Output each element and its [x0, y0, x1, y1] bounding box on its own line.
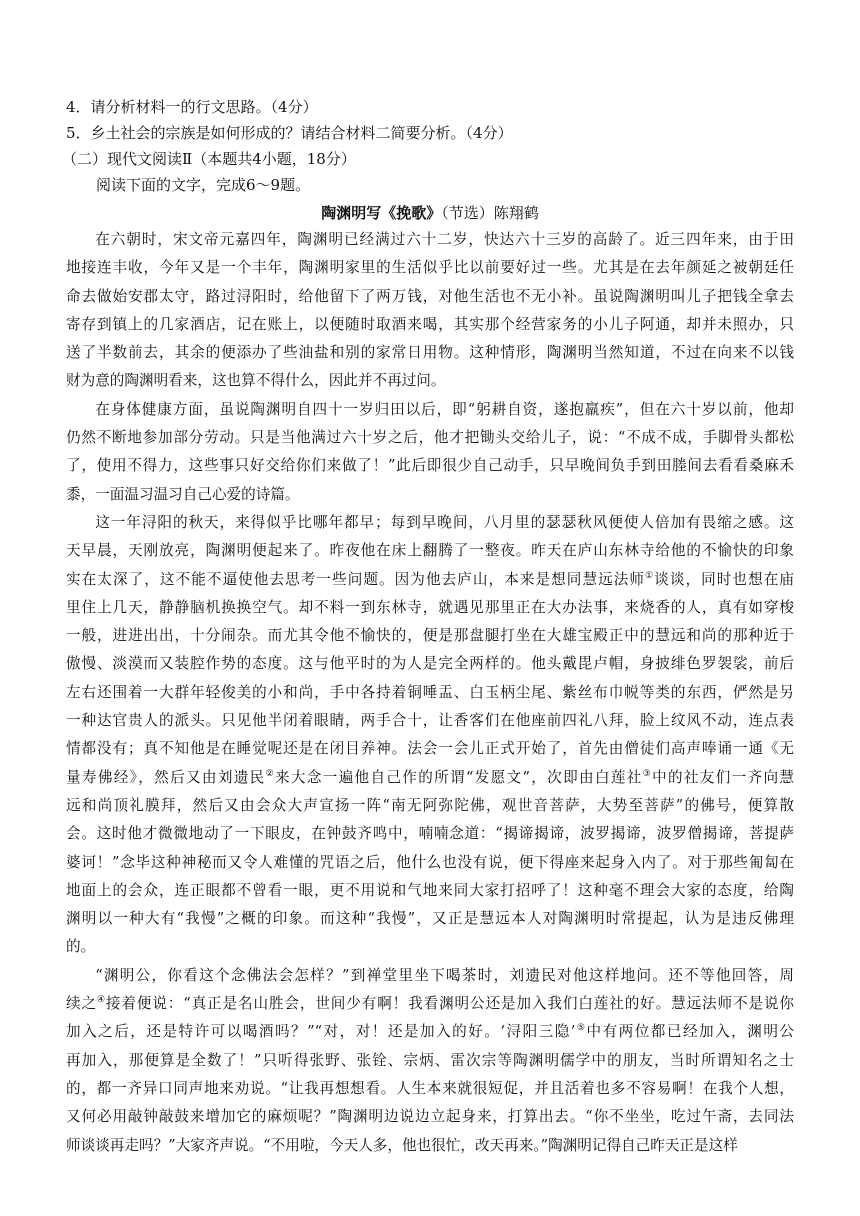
reading-instruction: 阅读下面的文字，完成6～9题。: [96, 176, 311, 194]
paragraph-line: 傲慢、淡漠而又装腔作势的态度。这与他平时的为人是完全两样的。他头戴毘卢帽，身披绯色罗袈裟，前后: [66, 655, 794, 673]
article-body: [66, 226, 794, 1160]
paragraph-line: 渊明以一种大有“我慢”之概的印象。而这种“我慢”，又正是慧远本人对陶渊明时常提起，认为是违反佛理: [66, 910, 794, 928]
question-5: 5．乡土社会的宗族是如何形成的？请结合材料二简要分析。（4分）: [66, 124, 513, 142]
footnote-mark: ④: [96, 995, 106, 1006]
footnote-mark: ①: [645, 570, 655, 581]
paragraph: [66, 226, 794, 396]
paragraph-line: 左右还围着一大群年轻俊美的小和尚，手中各持着铜唾盂、白玉柄尘尾、紫丝布巾帨等类的东西，俨然是另: [66, 683, 794, 701]
article-title: [66, 200, 794, 226]
document-page: [62, 94, 795, 1160]
paragraph-line: 在六朝时，宋文帝元嘉四年，陶渊明已经满过六十二岁，快达六十三岁的高龄了。近三四年来，由于田: [95, 231, 794, 248]
paragraph-line: 师谈谈再走吗？”大家齐声说。“不用啦，今天人多，他也很忙，改天再来。”陶渊明记得自己昨天正是这样: [66, 1136, 738, 1154]
question-4: 4．请分析材料一的行文思路。（4分）: [66, 98, 318, 116]
paragraph-line: 地面上的会众，连正眼都不曾看一眼，更不用说和气地来同大家打招呼了！这种毫不理会大家的态度，给陶: [66, 881, 794, 899]
paragraph-line: 加入之后，还是特许可以喝酒吗？”“对，对！还是加入的好。‘浔阳三隐’⑤中有两位都已经加入，渊明公: [66, 1023, 795, 1041]
footnote-mark: ⑤: [575, 1023, 587, 1034]
paragraph-line: 里住上几天，静静脑机换换空气。却不料一到东林寺，就遇见那里正在大办法事，来烧香的人，真有如穿梭: [66, 598, 794, 616]
paragraph-line: 的。: [66, 938, 96, 956]
paragraph-line: 在身体健康方面，虽说陶渊明自四十一岁归田以后，即“躬耕自资，遂抱羸疾”，但在六十岁以前，他却: [95, 400, 794, 418]
paragraph-line: 命去做始安郡太守，路过浔阳时，给他留下了两万钱，对他生活也不无小补。虽说陶渊明叫儿子把钱全拿去: [66, 287, 794, 305]
paragraph-line: 量寿佛经》，然后又由刘遗民②来大念一遍他自己作的所谓“发愿文”，次即由白莲社③中的社友们一齐向慧: [66, 768, 794, 786]
paragraph-line: 这一年浔阳的秋天，来得似乎比哪年都早；每到早晚间，八月里的瑟瑟秋风便使人倍加有畏缩之感。这: [95, 513, 794, 531]
paragraph-line: 一般，进进出出，十分闹杂。而尤其令他不愉快的，便是那盘腿打坐在大雄宝殿正中的慧远和尚的那种近于: [66, 627, 794, 645]
paragraph-line: 了，使用不得力，这些事只好交给你们来做了！”此后即很少自己动手，只早晚间负手到田塍间去看看桑麻禾: [66, 457, 794, 475]
paragraph-line: “渊明公，你看这个念佛法会怎样？”到禅堂里坐下喝茶时，刘遗民对他这样地问。还不等他回答，周: [95, 966, 794, 984]
paragraph-line: 寄存到镇上的几家酒店，记在账上，以便随时取酒来喝，其实那个经营家务的小儿子阿通，却并未照办，只: [66, 315, 794, 333]
paragraph-line: 又何必用敲钟敲鼓来增加它的麻烦呢？”陶渊明边说边立起身来，打算出去。“你不坐坐，吃过午斋，去同法: [66, 1108, 794, 1126]
paragraph-line: 一种达官贵人的派头。只见他半闭着眼睛，两手合十，让香客们在他座前四礼八拜，脸上纹风不动，连点表: [66, 712, 794, 730]
paragraph-line: 的，都一齐异口同声地来劝说。“让我再想想看。人生本来就很短促，并且活着也多不容易啊！在我个人想，: [66, 1079, 794, 1097]
title-work: 《挽歌》: [381, 204, 442, 222]
paragraph-line: 仍然不断地参加部分劳动。只是当他满过六十岁之后，他才把锄头交给儿子，说：“不成不成，手脚骨头都松: [66, 429, 794, 447]
paragraph-line: 实在太深了，这不能不逼使他去思考一些问题。因为他去庐山，本来是想同慧远法师①谈谈，同时也想在庙: [66, 570, 794, 588]
paragraph-line: 续之④接着便说：“真正是名山胜会，世间少有啊！我看渊明公还是加入我们白莲社的好。慧远法师不是说你: [66, 995, 794, 1013]
title-prefix: 陶渊明写: [321, 204, 382, 222]
paragraph-line: 送了半数前去，其余的便添办了些油盐和别的家常日用物。这种情形，陶渊明当然知道，不过在向来不以钱: [66, 344, 794, 362]
paragraph: [66, 962, 794, 1160]
paragraph-line: 远和尚顶礼膜拜，然后又由会众大声宣扬一阵“南无阿弥陀佛，观世音菩萨，大势至菩萨”的佛号，便算散: [66, 796, 794, 814]
paragraph-line: 黍，一面温习温习自己心爱的诗篇。: [66, 485, 300, 503]
title-author: 陈翔鹤: [493, 204, 539, 222]
title-note: （节选）: [441, 204, 494, 222]
paragraph: [66, 509, 794, 962]
paragraph-line: 天早晨，天刚放亮，陶渊明便起来了。昨夜他在床上翻腾了一整夜。昨天在庐山东林寺给他的不愉快的印象: [66, 542, 794, 560]
paragraph-line: 财为意的陶渊明看来，这也算不得什么，因此并不再过问。: [66, 372, 446, 390]
paragraph-line: 再加入，那便算是全数了！”只听得张野、张铨、宗炳、雷次宗等陶渊明儒学中的朋友，当时所谓知名之士: [66, 1051, 794, 1069]
paragraph-line: 会。这时他才微微地动了一下眼皮，在钟鼓齐鸣中，喃喃念道：“揭谛揭谛，波罗揭谛，波罗僧揭谛，菩提萨: [66, 825, 794, 843]
paragraph: [66, 396, 794, 509]
paragraph-line: 情都没有；真不知他是在睡觉呢还是在闭目养神。法会一会儿正式开始了，首先由僧徒们高声唪诵一通《无: [66, 740, 794, 758]
section-heading: （二）现代文阅读Ⅱ（本题共4小题，18分）: [62, 150, 356, 168]
paragraph-line: 婆诃！”念毕这种神秘而又令人难懂的咒语之后，他什么也没有说，便下得座来起身入内了。对于那些匍匐在: [66, 853, 794, 871]
footnote-mark: ②: [265, 768, 275, 779]
paragraph-line: 地接连丰收，今年又是一个丰年，陶渊明家里的生活似乎比以前要好过一些。尤其是在去年颜延之被朝廷任: [66, 259, 794, 277]
footnote-mark: ③: [642, 768, 653, 779]
